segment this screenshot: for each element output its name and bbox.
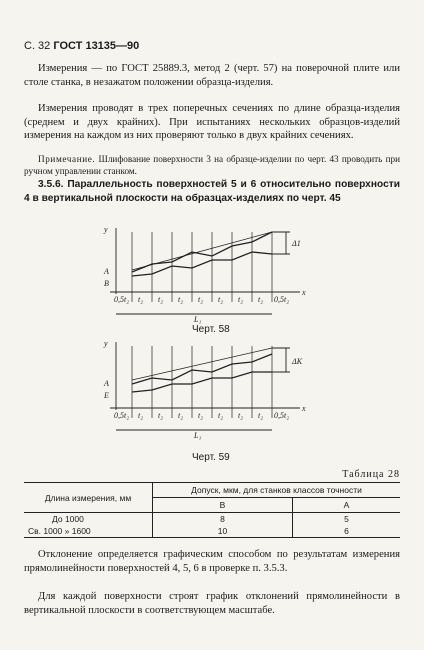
fig59-half-left: 0,5t₂: [114, 411, 130, 420]
fig58-y-label: y: [104, 225, 108, 234]
fig59-t: t₂: [138, 411, 144, 420]
fig59-label-e: E: [104, 391, 109, 400]
fig59-t: t₂: [198, 411, 204, 420]
tolerance-table: [24, 482, 400, 538]
table-row: [24, 513, 400, 526]
paragraph-sections: Измерения проводят в трех поперечных сечениях по длине образца-изделия (среднем и двух крайних). При испытаниях нескольких образцов-изделий измерения на каждом из них проверяют только в двух крайних сечениях.: [24, 103, 400, 141]
fig58-t: t₂: [138, 295, 144, 304]
table-header-length: Длина измерения, мм: [24, 483, 153, 513]
fig58-dy: Δ1: [292, 239, 301, 248]
page-header: [24, 40, 139, 52]
table-header-tolerance: Допуск, мкм, для станков классов точности: [153, 483, 401, 498]
grid-lines: [132, 346, 272, 418]
figure-59: [100, 338, 312, 442]
fig59-half-right: 0,5t₂: [274, 411, 290, 420]
table-header-class-a: А: [293, 498, 400, 513]
fig59-t: t₂: [258, 411, 264, 420]
fig59-y-label: y: [104, 339, 108, 348]
fig59-label-a: A: [104, 379, 109, 388]
table-cell-b: 10: [153, 525, 293, 538]
note-label: Примечание.: [38, 154, 96, 164]
fig59-length: L₁: [194, 431, 202, 440]
fig59-dy: ΔK: [292, 357, 303, 366]
note-text: Шлифование поверхности 3 на образце-изделии по черт. 43 проводить при ручном управлении станком.: [24, 154, 401, 176]
section-heading: 3.5.6. Параллельность поверхностей 5 и 6 относительно поверхности 4 в вертикальной плоскости на образцах-изделиях по черт. 45: [24, 179, 400, 204]
fig58-t: t₂: [178, 295, 184, 304]
envelope-line: [132, 348, 272, 380]
figure-58: [100, 222, 312, 326]
table-title: Таблица 28: [342, 469, 400, 480]
table-row: [24, 525, 400, 538]
fig59-t: t₂: [238, 411, 244, 420]
fig58-x-label: x: [302, 288, 306, 297]
fig58-label-a: A: [104, 267, 109, 276]
paragraph-graph: Для каждой поверхности строят график отклонений прямолинейности в вертикальной плоскости в соответствующем масштабе.: [24, 591, 400, 616]
fig58-half-right: 0,5t₂: [274, 295, 290, 304]
fig58-t: t₂: [198, 295, 204, 304]
table-cell-length: До 1000: [52, 514, 84, 524]
table-cell-a: 6: [293, 525, 400, 538]
fig59-t: t₂: [218, 411, 224, 420]
fig59-x-label: x: [302, 404, 306, 413]
curve-a: [132, 354, 272, 384]
figure-59-caption: Черт. 59: [192, 452, 230, 463]
table-cell-a: 5: [293, 513, 400, 526]
figure-58-caption: Черт. 58: [192, 324, 230, 335]
fig58-t: t₂: [218, 295, 224, 304]
fig59-t: t₂: [178, 411, 184, 420]
table-cell-length: Св. 1000 » 1600: [24, 525, 153, 538]
fig58-length: L₁: [194, 315, 202, 324]
fig58-t: t₂: [258, 295, 264, 304]
fig58-label-b: B: [104, 279, 109, 288]
table-header-class-b: В: [153, 498, 293, 513]
fig58-t: t₂: [158, 295, 164, 304]
page-number: С. 32: [24, 40, 51, 52]
fig58-t: t₂: [238, 295, 244, 304]
standard-code: ГОСТ 13135—90: [53, 40, 140, 52]
paragraph-measurements: Измерения — по ГОСТ 25889.3, метод 2 (черт. 57) на поверочной плите или столе станка, в незажатом положении образца-изделия.: [24, 63, 400, 88]
table-cell-b: 8: [153, 513, 293, 526]
fig58-half-left: 0,5t₂: [114, 295, 130, 304]
paragraph-deviation: Отклонение определяется графическим способом по результатам измерения прямолинейности поверхностей 4, 5, 6 в проверке п. 3.5.3.: [24, 549, 400, 574]
fig59-t: t₂: [158, 411, 164, 420]
note: [24, 154, 400, 177]
